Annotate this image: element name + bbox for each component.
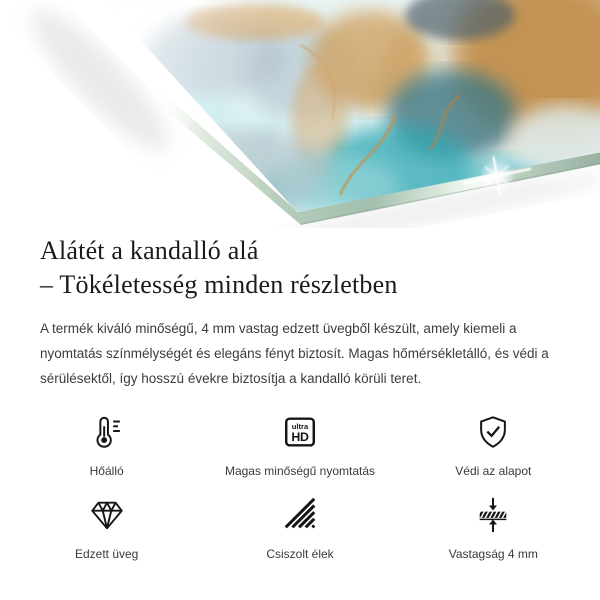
feature-label: Magas minőségű nyomtatás (224, 464, 376, 478)
feature-grid (10, 413, 590, 561)
feature-print-quality (203, 413, 396, 478)
ultra-hd-icon (281, 413, 319, 451)
feature-label: Védi az alapot (455, 464, 532, 478)
svg-text:HD: HD (291, 430, 309, 445)
diamond-icon (88, 496, 126, 534)
feature-label: Edzett üveg (74, 547, 139, 561)
feature-thickness (397, 496, 590, 561)
product-description: A termék kiváló minőségű, 4 mm vastag edzett üvegből készült, amely kiemeli a nyomtatás színmélységét és elegáns fényt biztosít. Magas hőmérsékletálló, és védi a sérülésektől, így hosszú évekre biztosítja a kandalló körüli teret. (40, 321, 549, 386)
feature-tempered-glass (10, 496, 203, 561)
title-line-1: Alátét a kandalló alá (40, 236, 259, 265)
svg-text:ultra: ultra (291, 422, 309, 432)
hero-image (0, 0, 600, 228)
feature-heat-resistant (10, 413, 203, 478)
thickness-icon (474, 496, 512, 534)
feature-label: Csiszolt élek (266, 547, 334, 561)
section-title (40, 234, 560, 302)
feature-polished-edges (203, 496, 396, 561)
feature-label: Vastagság 4 mm (448, 547, 538, 561)
polished-edges-icon (281, 496, 319, 534)
shield-check-icon (474, 413, 512, 451)
content-area (0, 234, 600, 561)
thermometer-icon (88, 413, 126, 451)
feature-protects-base (397, 413, 590, 478)
glass-panel-illustration (0, 0, 600, 228)
title-line-2: – Tökéletesség minden részletben (40, 270, 398, 299)
feature-label: Hőálló (89, 464, 124, 478)
